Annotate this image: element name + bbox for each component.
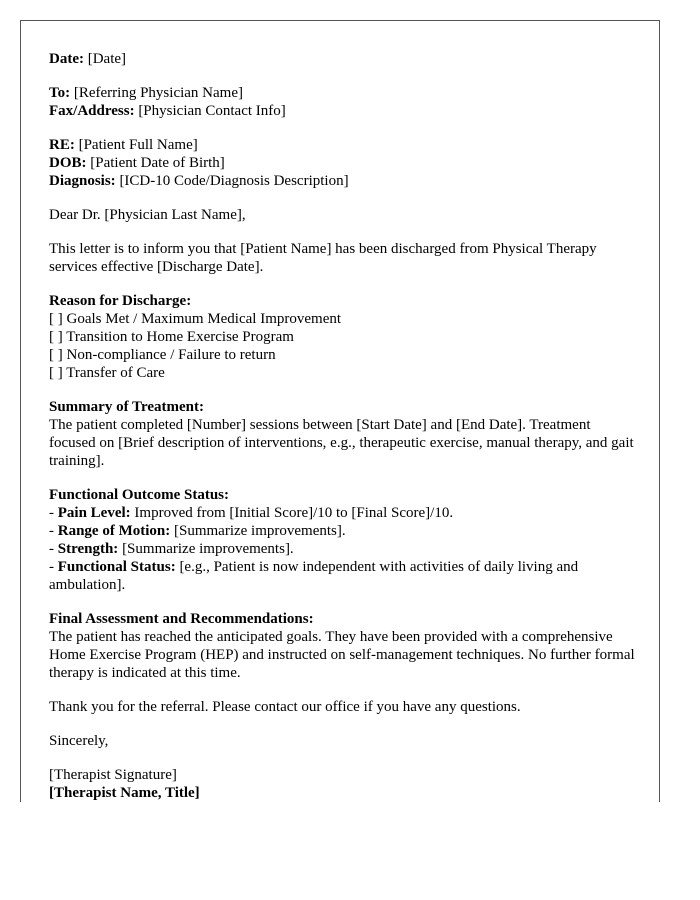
summary-heading: Summary of Treatment: bbox=[49, 399, 204, 415]
fax-label: Fax/Address: bbox=[49, 103, 135, 119]
dob-line bbox=[49, 154, 639, 172]
re-label: RE: bbox=[49, 137, 75, 153]
outcome-item-functional: - Functional Status: [e.g., Patient is now independent with activities of daily living and ambulation]. bbox=[49, 559, 579, 593]
re-line bbox=[49, 136, 639, 154]
outcome-label: Range of Motion: bbox=[57, 523, 171, 539]
outcome-value: [Summarize improvements]. bbox=[170, 523, 346, 539]
diagnosis-label: Diagnosis: bbox=[49, 173, 116, 189]
fax-line bbox=[49, 102, 639, 120]
summary-text: The patient completed [Number] sessions between [Start Date] and [End Date]. Treatment focused on [Brief description of interventions, e.g., therapeutic exercise, manual therapy, and gait training]. bbox=[49, 417, 634, 469]
outcome-heading: Functional Outcome Status: bbox=[49, 487, 229, 503]
recipient-block bbox=[49, 84, 639, 120]
outcome-label: Strength: bbox=[57, 541, 119, 557]
to-label: To: bbox=[49, 85, 71, 101]
reason-option: [ ] Transfer of Care bbox=[49, 365, 165, 381]
reason-heading: Reason for Discharge: bbox=[49, 293, 192, 309]
outcome-item-strength: - Strength: [Summarize improvements]. bbox=[49, 541, 294, 557]
outcome-value: Improved from [Initial Score]/10 to [Final Score]/10. bbox=[130, 505, 454, 521]
dob-value: [Patient Date of Birth] bbox=[90, 155, 225, 171]
outcome-section bbox=[49, 486, 639, 594]
outcome-label: Functional Status: bbox=[57, 559, 176, 575]
to-line bbox=[49, 84, 639, 102]
outcome-value: [e.g., Patient is now independent with activities of daily living and ambulation]. bbox=[49, 559, 579, 593]
date-value: [Date] bbox=[87, 51, 127, 67]
reason-option: [ ] Non-compliance / Failure to return bbox=[49, 347, 276, 363]
re-value: [Patient Full Name] bbox=[78, 137, 198, 153]
diagnosis-value: [ICD-10 Code/Diagnosis Description] bbox=[119, 173, 349, 189]
reason-option: [ ] Goals Met / Maximum Medical Improvement bbox=[49, 311, 342, 327]
assessment-section bbox=[49, 610, 639, 682]
assessment-heading: Final Assessment and Recommendations: bbox=[49, 611, 314, 627]
letter-body bbox=[49, 50, 639, 802]
fax-value: [Physician Contact Info] bbox=[138, 103, 286, 119]
patient-block bbox=[49, 136, 639, 190]
closing: Sincerely, bbox=[49, 733, 109, 749]
therapist-name-title: [Therapist Name, Title] bbox=[49, 785, 200, 801]
outcome-label: Pain Level: bbox=[57, 505, 131, 521]
therapist-signature: [Therapist Signature] bbox=[49, 767, 177, 783]
diagnosis-line bbox=[49, 172, 639, 190]
date-line bbox=[49, 50, 639, 68]
assessment-text: The patient has reached the anticipated goals. They have been provided with a comprehensive Home Exercise Program (HEP) and instructed on self-management techniques. No further formal therapy is indicated at this time. bbox=[49, 629, 635, 681]
outcome-value: [Summarize improvements]. bbox=[118, 541, 294, 557]
dob-label: DOB: bbox=[49, 155, 87, 171]
letter-page bbox=[20, 20, 660, 802]
intro-paragraph: This letter is to inform you that [Patient Name] has been discharged from Physical Therapy services effective [Discharge Date]. bbox=[49, 241, 597, 275]
thanks-paragraph: Thank you for the referral. Please contact our office if you have any questions. bbox=[49, 699, 521, 715]
outcome-item-rom: - Range of Motion: [Summarize improvements]. bbox=[49, 523, 346, 539]
salutation: Dear Dr. [Physician Last Name], bbox=[49, 207, 246, 223]
date-label: Date: bbox=[49, 51, 84, 67]
reason-section bbox=[49, 292, 639, 382]
to-value: [Referring Physician Name] bbox=[73, 85, 243, 101]
reason-option: [ ] Transition to Home Exercise Program bbox=[49, 329, 294, 345]
summary-section bbox=[49, 398, 639, 470]
signature-block bbox=[49, 766, 639, 802]
outcome-item-pain: - Pain Level: Improved from [Initial Score]/10 to [Final Score]/10. bbox=[49, 505, 454, 521]
